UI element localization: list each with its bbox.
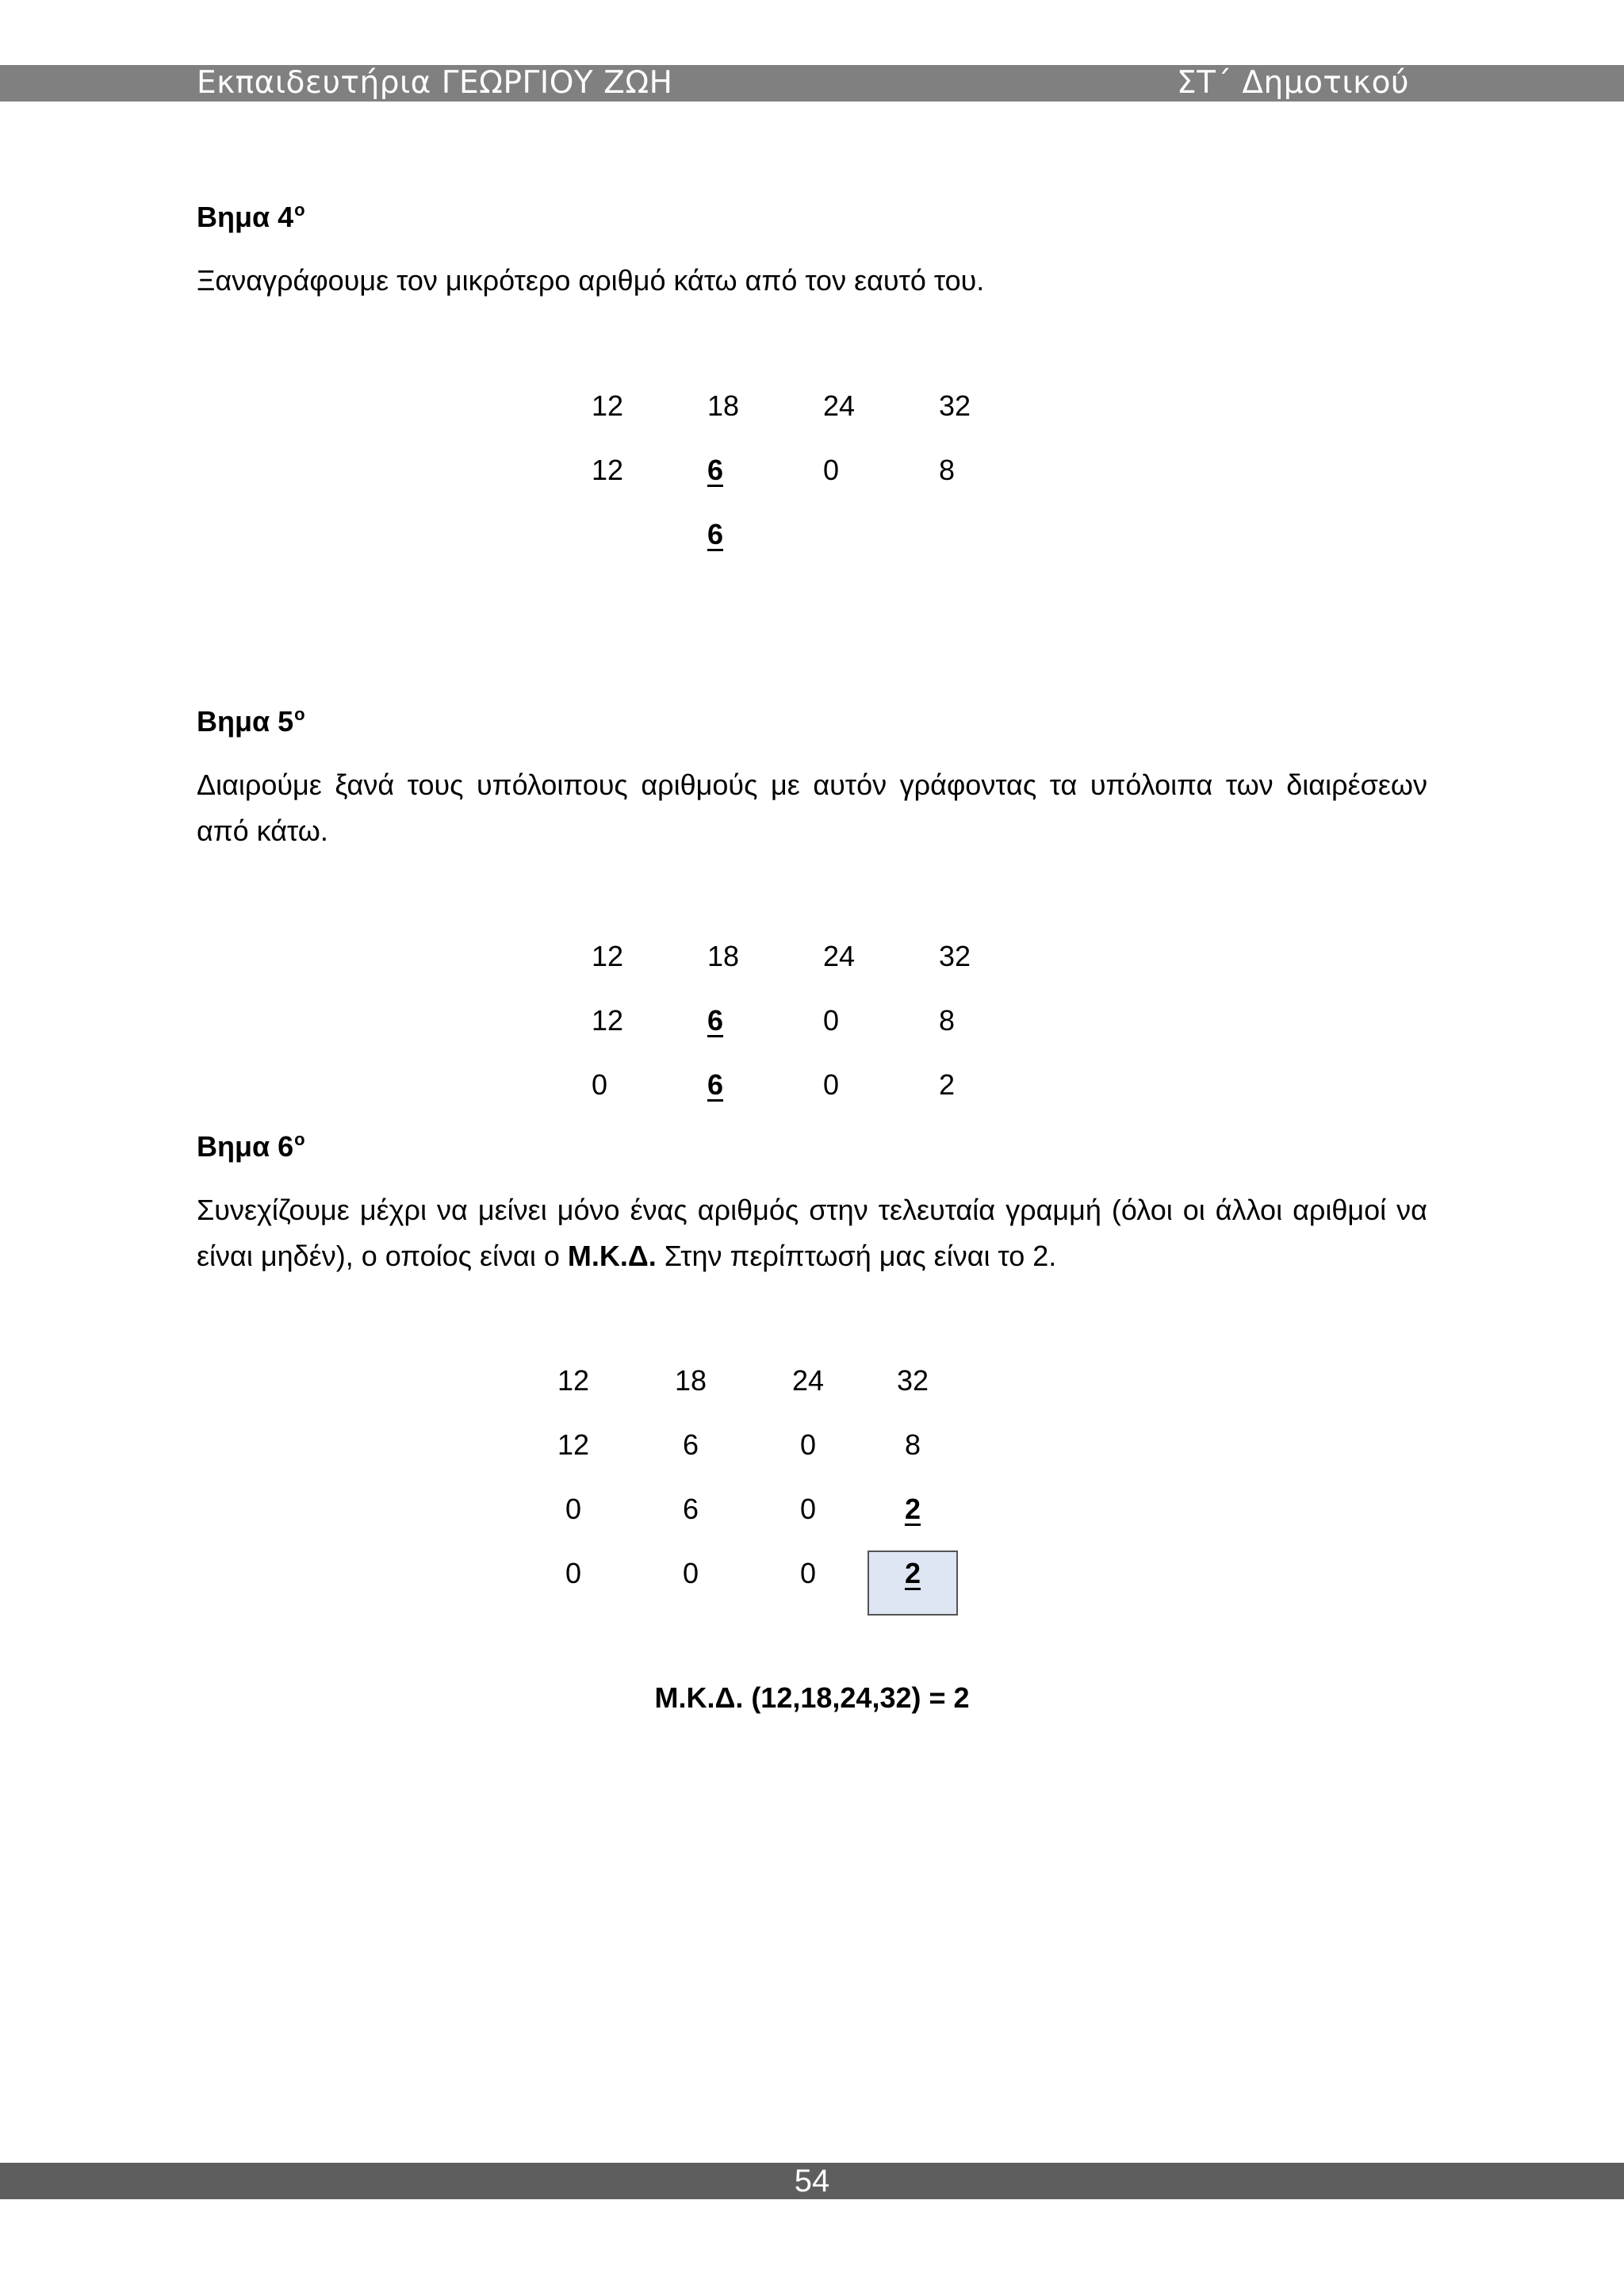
table-cell: 8 <box>938 1004 956 1037</box>
step4-sup: ο <box>294 200 305 220</box>
table-cell: 0 <box>565 1493 582 1525</box>
step6-text <box>197 1187 1427 1279</box>
step5-text: Διαιρούμε ξανά τους υπόλοιπους αριθμούς με αυτόν γράφοντας τα υπόλοιπα των διαιρέσεων από κάτω. <box>197 769 1427 847</box>
table-cell: 0 <box>591 1068 608 1101</box>
table-cell-highlight: 2 <box>904 1493 921 1525</box>
table-cell: 24 <box>822 389 856 422</box>
table-cell: 12 <box>557 1428 590 1461</box>
table-cell: 18 <box>707 389 740 422</box>
step6-heading <box>197 1129 305 1163</box>
table-cell: 0 <box>565 1557 582 1589</box>
header-school-name: Εκπαιδευτήρια ΓΕΩΡΓΙΟΥ ΖΩΗ <box>197 65 673 101</box>
step5-title: Βημα 5 <box>197 705 294 738</box>
table-cell: 24 <box>791 1364 825 1397</box>
table-cell: 12 <box>591 1004 624 1037</box>
table-cell: 0 <box>822 1068 840 1101</box>
table-cell: 18 <box>707 940 740 972</box>
table-cell: 0 <box>822 454 840 486</box>
table-cell: 0 <box>822 1004 840 1037</box>
step6-text-bold: Μ.Κ.Δ. <box>567 1240 657 1272</box>
step6-sup: ο <box>294 1129 305 1149</box>
table-cell-highlight: 6 <box>707 1004 724 1037</box>
table-cell: 6 <box>682 1428 699 1461</box>
step5-heading <box>197 704 305 738</box>
table-cell: 12 <box>591 389 624 422</box>
table-cell: 12 <box>591 454 624 486</box>
table-cell: 8 <box>904 1428 921 1461</box>
table-cell-highlight: 6 <box>707 1068 724 1101</box>
step4-heading <box>197 200 305 234</box>
table-cell: 2 <box>938 1068 956 1101</box>
table-cell: 32 <box>938 940 971 972</box>
table-cell: 32 <box>938 389 971 422</box>
table-cell: 0 <box>799 1493 817 1525</box>
gcd-final-value: 2 <box>904 1557 921 1589</box>
table-cell-highlight: 6 <box>707 454 724 486</box>
table-cell: 8 <box>938 454 956 486</box>
gcd-result: Μ.Κ.Δ. (12,18,24,32) = 2 <box>654 1681 970 1714</box>
step6-text-part2: Στην περίπτωσή μας είναι το 2. <box>656 1240 1057 1272</box>
table-cell: 12 <box>591 940 624 972</box>
table-cell: 0 <box>799 1428 817 1461</box>
table-cell: 0 <box>682 1557 699 1589</box>
table-cell: 18 <box>674 1364 707 1397</box>
step4-text: Ξαναγράφουμε τον μικρότερο αριθμό κάτω από τον εαυτό του. <box>197 264 985 297</box>
table-cell: 6 <box>682 1493 699 1525</box>
table-cell: 0 <box>799 1557 817 1589</box>
table-cell: 32 <box>896 1364 929 1397</box>
step6-text-part1: Συνεχίζουμε μέχρι να μείνει μόνο ένας αριθμός στην τελευταία γραμμή (όλοι οι άλλοι αριθμοί να είναι μηδέν), ο οποίος είναι ο <box>197 1194 1427 1272</box>
step5-sup: ο <box>294 704 305 724</box>
step4-title: Βημα 4 <box>197 201 294 233</box>
page-number: 54 <box>794 2164 830 2198</box>
table-cell: 24 <box>822 940 856 972</box>
table-cell: 12 <box>557 1364 590 1397</box>
table-cell-highlight: 6 <box>707 518 724 550</box>
header-grade: ΣΤ΄ Δημοτικού <box>1177 65 1410 101</box>
step6-title: Βημα 6 <box>197 1130 294 1163</box>
